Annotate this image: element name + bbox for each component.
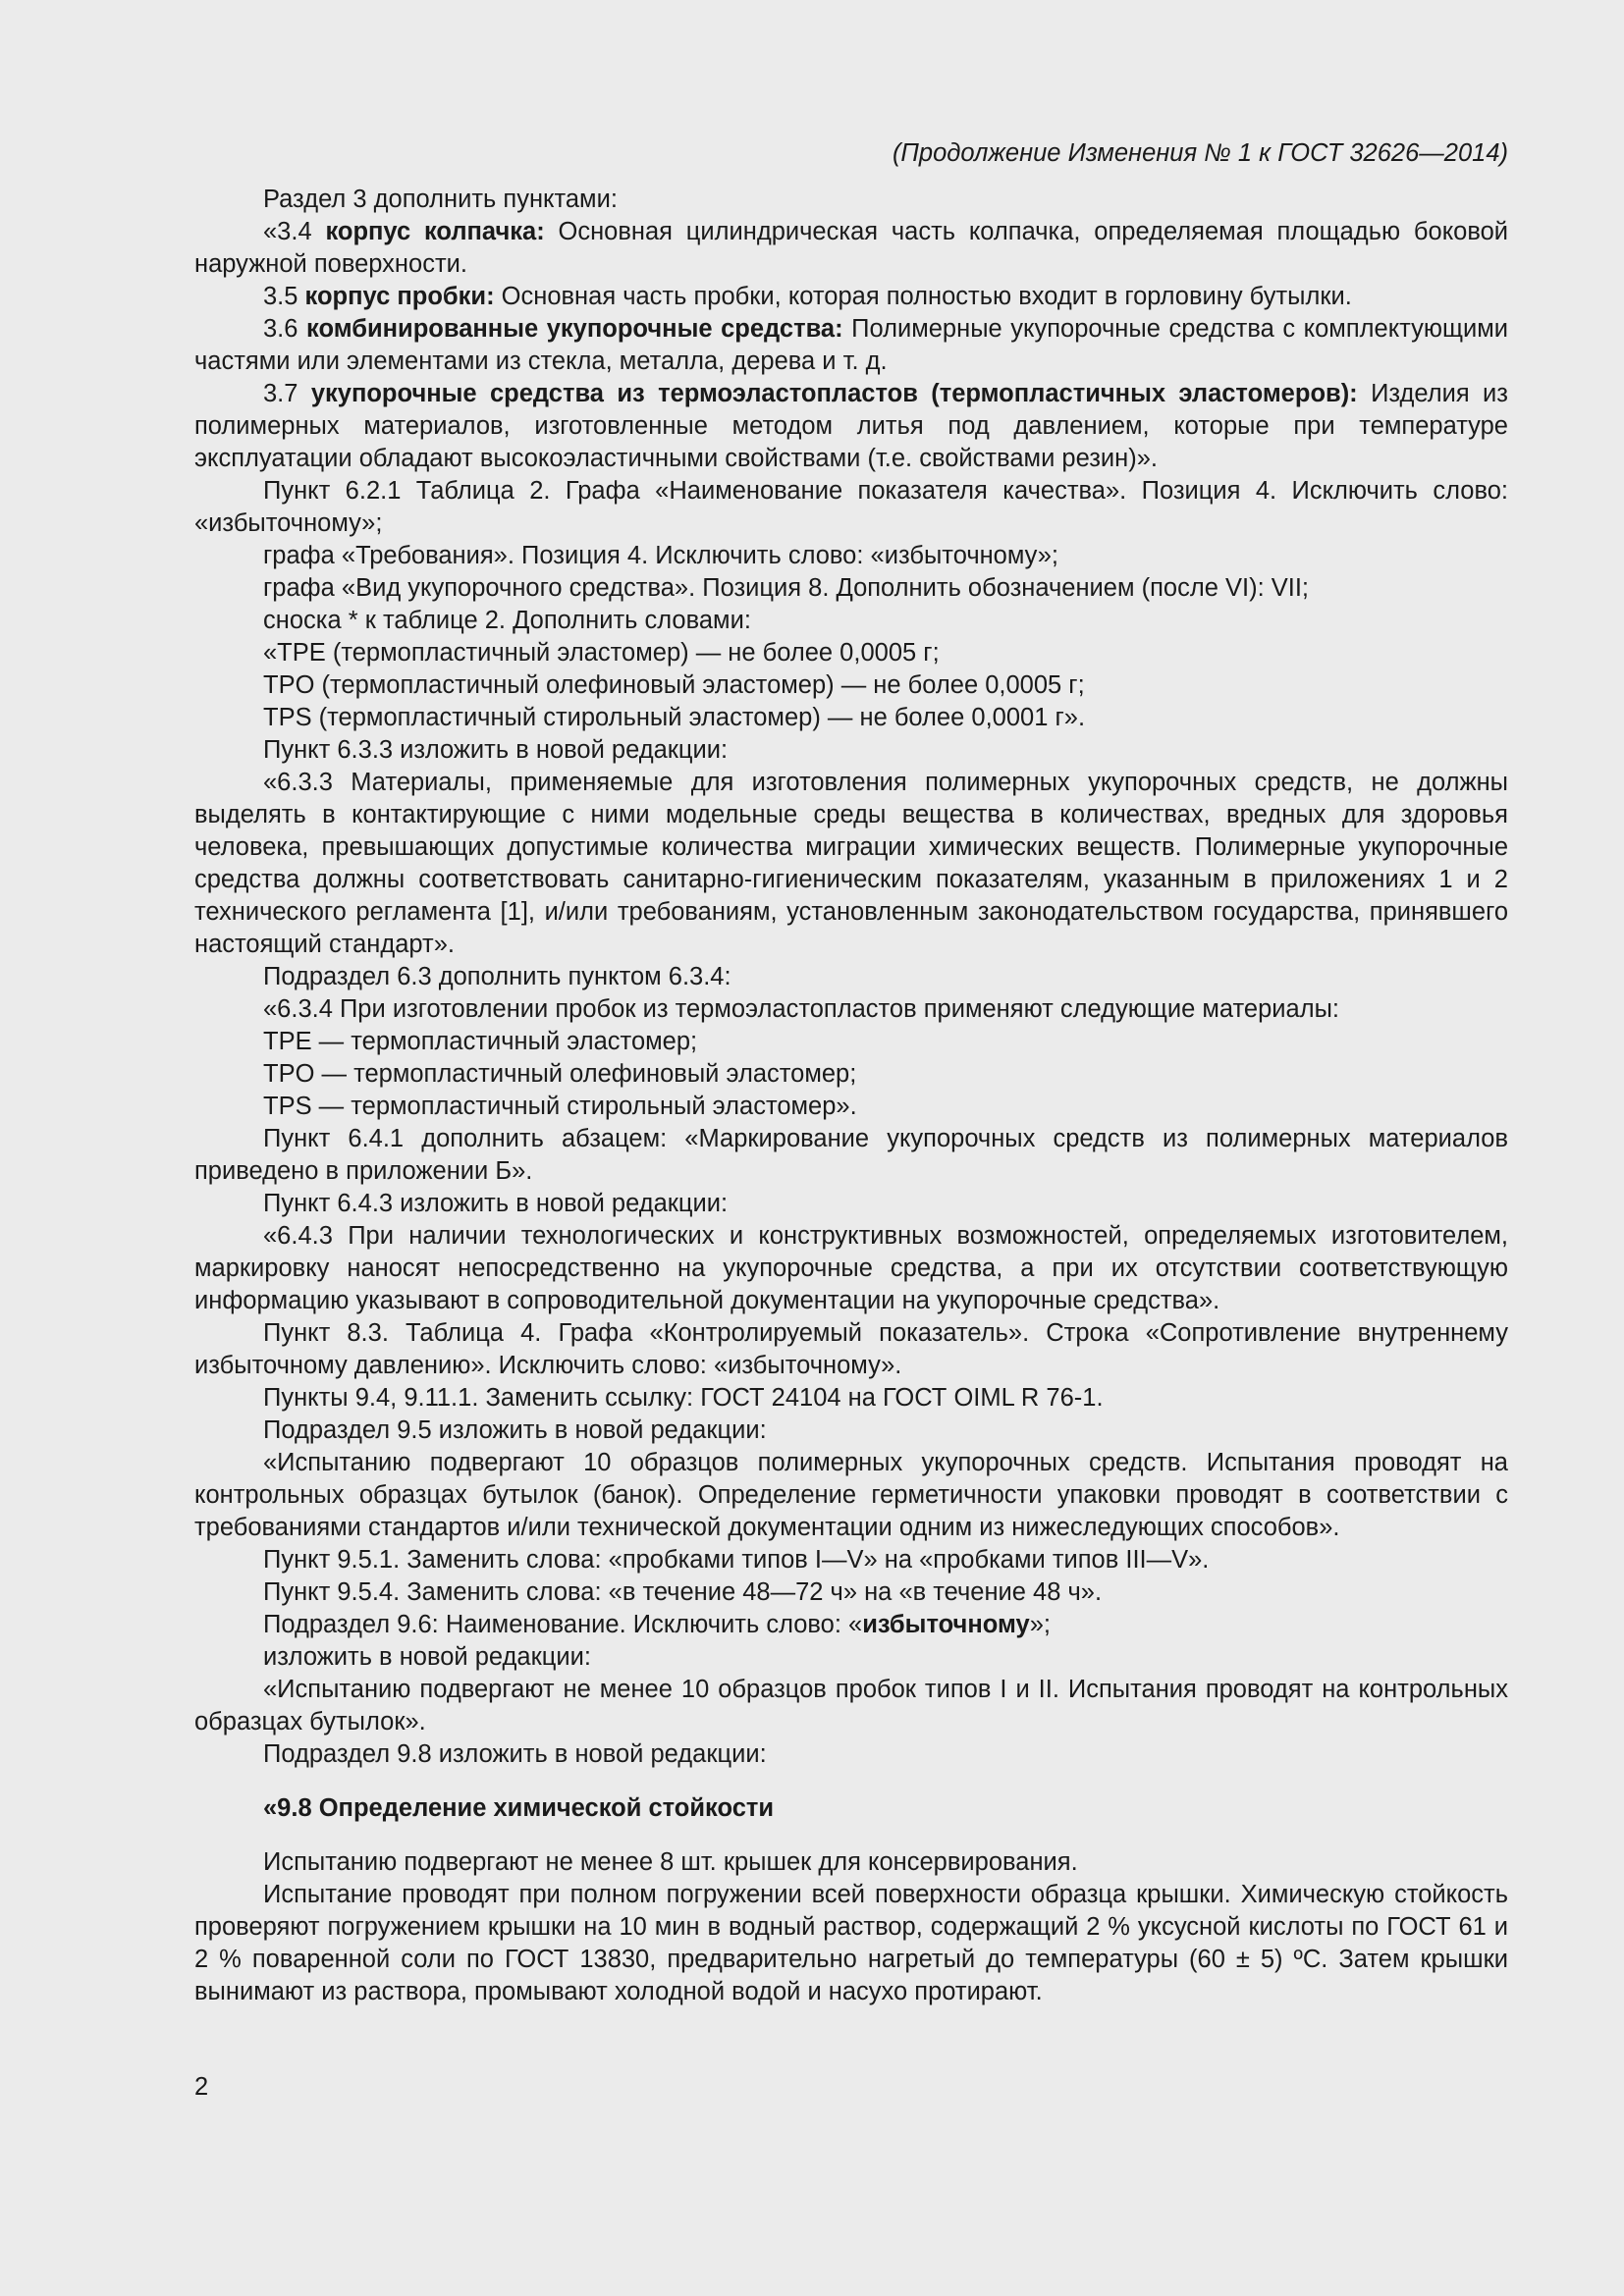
paragraph-text: «6.3.4 При изготовлении пробок из термоэластопластов применяют следующие материалы: bbox=[263, 995, 1340, 1023]
term: комбинированные укупорочные средства: bbox=[306, 315, 843, 343]
paragraph bbox=[194, 1058, 1508, 1091]
term: избыточному bbox=[862, 1611, 1030, 1638]
amendment-body bbox=[194, 184, 1508, 1771]
paragraph-text: Пункты 9.4, 9.11.1. Заменить ссылку: ГОСТ 24104 на ГОСТ OIML R 76-1. bbox=[263, 1384, 1104, 1412]
paragraph bbox=[194, 1382, 1508, 1415]
paragraph-text: «Испытанию подвергают 10 образцов полимерных укупорочных средств. Испытания проводят на контрольных образцах бутылок (банок). Определение герметичности упаковки проводят в соответствии с требованиями стандартов и/или технической документации одним из нижеследующих способов». bbox=[194, 1449, 1508, 1541]
term: корпус пробки: bbox=[304, 283, 495, 310]
paragraph-text: 3.6 bbox=[263, 315, 307, 343]
paragraph-text: Основная часть пробки, которая полностью входит в горловину бутылки. bbox=[494, 283, 1352, 310]
paragraph-text: Подраздел 9.8 изложить в новой редакции: bbox=[263, 1740, 767, 1768]
paragraph-text: »; bbox=[1029, 1611, 1051, 1638]
paragraph bbox=[194, 1188, 1508, 1220]
paragraph-text: «3.4 bbox=[263, 218, 326, 245]
paragraph-text: Изделия из полимерных материалов, изготовленные методом литья под давлением, которые при температуре эксплуатации обладают высокоэластичными свойствами (т.е. свойствами резин)». bbox=[194, 380, 1508, 472]
paragraph bbox=[194, 734, 1508, 767]
paragraph bbox=[194, 961, 1508, 993]
paragraph bbox=[194, 1738, 1508, 1771]
paragraph bbox=[194, 767, 1508, 961]
paragraph-text: изложить в новой редакции: bbox=[263, 1643, 591, 1671]
paragraph bbox=[194, 1674, 1508, 1738]
paragraph bbox=[194, 216, 1508, 281]
paragraph bbox=[194, 281, 1508, 313]
document-page bbox=[194, 137, 1508, 2008]
paragraph bbox=[194, 637, 1508, 669]
section-heading: «9.8 Определение химической стойкости bbox=[263, 1794, 775, 1822]
paragraph bbox=[194, 475, 1508, 540]
paragraph bbox=[194, 993, 1508, 1026]
paragraph-text: Испытанию подвергают не менее 8 шт. крышек для консервирования. bbox=[263, 1848, 1078, 1876]
paragraph-text: Испытание проводят при полном погружении всей поверхности образца крышки. Химическую стойкость проверяют погружением крышки на 10 мин в водный раствор, содержащий 2 % уксусной кислоты по ГОСТ 61 и 2 % поваренной соли по ГОСТ 13830, предварительно нагретый до температуры (60 ± 5) ºС. Затем крышки вынимают из раствора, промывают холодной водой и насухо протирают. bbox=[194, 1881, 1508, 2005]
paragraph bbox=[194, 313, 1508, 378]
paragraph-text: 3.7 bbox=[263, 380, 311, 407]
paragraph-text: TPE — термопластичный эластомер; bbox=[263, 1028, 698, 1055]
paragraph bbox=[194, 1415, 1508, 1447]
paragraph-text: Основная цилиндрическая часть колпачка, определяемая площадью боковой наружной поверхности. bbox=[194, 218, 1508, 278]
paragraph bbox=[194, 1220, 1508, 1317]
paragraph-text: Подраздел 9.6: Наименование. Исключить слово: « bbox=[263, 1611, 863, 1638]
paragraph-text: «TPE (термопластичный эластомер) — не более 0,0005 г; bbox=[263, 639, 940, 667]
paragraph-text: Пункт 8.3. Таблица 4. Графа «Контролируемый показатель». Строка «Сопротивление внутреннему избыточному давлению». Исключить слово: «избыточному». bbox=[194, 1319, 1508, 1379]
paragraph-text: TPS — термопластичный стирольный эластомер». bbox=[263, 1093, 857, 1120]
paragraph bbox=[194, 184, 1508, 216]
paragraph bbox=[194, 669, 1508, 702]
section-body bbox=[194, 1846, 1508, 2008]
paragraph bbox=[194, 1879, 1508, 2008]
paragraph-text: Пункт 9.5.1. Заменить слова: «пробками типов I—V» на «пробками типов III—V». bbox=[263, 1546, 1210, 1574]
paragraph bbox=[194, 1091, 1508, 1123]
paragraph-text: Пункт 6.4.3 изложить в новой редакции: bbox=[263, 1190, 729, 1217]
paragraph-text: 3.5 bbox=[263, 283, 305, 310]
page-number: 2 bbox=[194, 2073, 209, 2101]
paragraph-text: Пункт 6.3.3 изложить в новой редакции: bbox=[263, 736, 729, 764]
paragraph bbox=[194, 1447, 1508, 1544]
paragraph bbox=[194, 540, 1508, 572]
paragraph bbox=[194, 1846, 1508, 1879]
paragraph-text: Пункт 6.4.1 дополнить абзацем: «Маркирование укупорочных средств из полимерных материалов приведено в приложении Б». bbox=[194, 1125, 1508, 1185]
paragraph bbox=[194, 1317, 1508, 1382]
paragraph-text: Раздел 3 дополнить пунктами: bbox=[263, 186, 618, 213]
paragraph-text: Подраздел 6.3 дополнить пунктом 6.3.4: bbox=[263, 963, 731, 990]
paragraph-text: TPO (термопластичный олефиновый эластомер) — не более 0,0005 г; bbox=[263, 671, 1085, 699]
paragraph-text: Пункт 9.5.4. Заменить слова: «в течение 48—72 ч» на «в течение 48 ч». bbox=[263, 1578, 1103, 1606]
paragraph-text: сноска * к таблице 2. Дополнить словами: bbox=[263, 607, 751, 634]
paragraph-text: Пункт 6.2.1 Таблица 2. Графа «Наименование показателя качества». Позиция 4. Исключить слово: «избыточному»; bbox=[194, 477, 1508, 537]
paragraph bbox=[194, 1026, 1508, 1058]
paragraph bbox=[194, 572, 1508, 605]
paragraph bbox=[194, 1641, 1508, 1674]
paragraph-text: «6.3.3 Материалы, применяемые для изготовления полимерных укупорочных средств, не должны выделять в контактирующие с ними модельные среды вещества в количествах, вредных для здоровья человека, превышающих допустимые количества миграции химических веществ. Полимерные укупорочные средства должны соответствовать санитарно-гигиеническим показателям, указанным в приложениях 1 и 2 технического регламента [1], и/или требованиям, установленным законодательством государства, принявшего настоящий стандарт». bbox=[194, 769, 1508, 958]
paragraph bbox=[194, 1576, 1508, 1609]
paragraph-text: графа «Требования». Позиция 4. Исключить слово: «избыточному»; bbox=[263, 542, 1058, 569]
paragraph-text: «6.4.3 При наличии технологических и конструктивных возможностей, определяемых изготовителем, маркировку наносят непосредственно на укупорочные средства, а при их отсутствии соответствующую информацию указывают в сопроводительной документации на укупорочные средства». bbox=[194, 1222, 1508, 1314]
paragraph-text: графа «Вид укупорочного средства». Позиция 8. Дополнить обозначением (после VI): VII; bbox=[263, 574, 1309, 602]
paragraph bbox=[194, 378, 1508, 475]
paragraph bbox=[194, 702, 1508, 734]
paragraph bbox=[194, 1123, 1508, 1188]
paragraph bbox=[194, 1609, 1508, 1641]
term: укупорочные средства из термоэластопластов (термопластичных эластомеров): bbox=[310, 380, 1358, 407]
paragraph bbox=[194, 1544, 1508, 1576]
paragraph bbox=[194, 605, 1508, 637]
term: корпус колпачка: bbox=[325, 218, 545, 245]
paragraph-text: TPS (термопластичный стирольный эластомер) — не более 0,0001 г». bbox=[263, 704, 1086, 731]
paragraph-text: TPO — термопластичный олефиновый эластомер; bbox=[263, 1060, 857, 1088]
continuation-header: (Продолжение Изменения № 1 к ГОСТ 32626—2014) bbox=[892, 139, 1508, 167]
paragraph-text: Подраздел 9.5 изложить в новой редакции: bbox=[263, 1416, 767, 1444]
paragraph-text: Полимерные укупорочные средства с комплектующими частями или элементами из стекла, металла, дерева и т. д. bbox=[194, 315, 1508, 375]
paragraph-text: «Испытанию подвергают не менее 10 образцов пробок типов I и II. Испытания проводят на контрольных образцах бутылок». bbox=[194, 1676, 1508, 1735]
